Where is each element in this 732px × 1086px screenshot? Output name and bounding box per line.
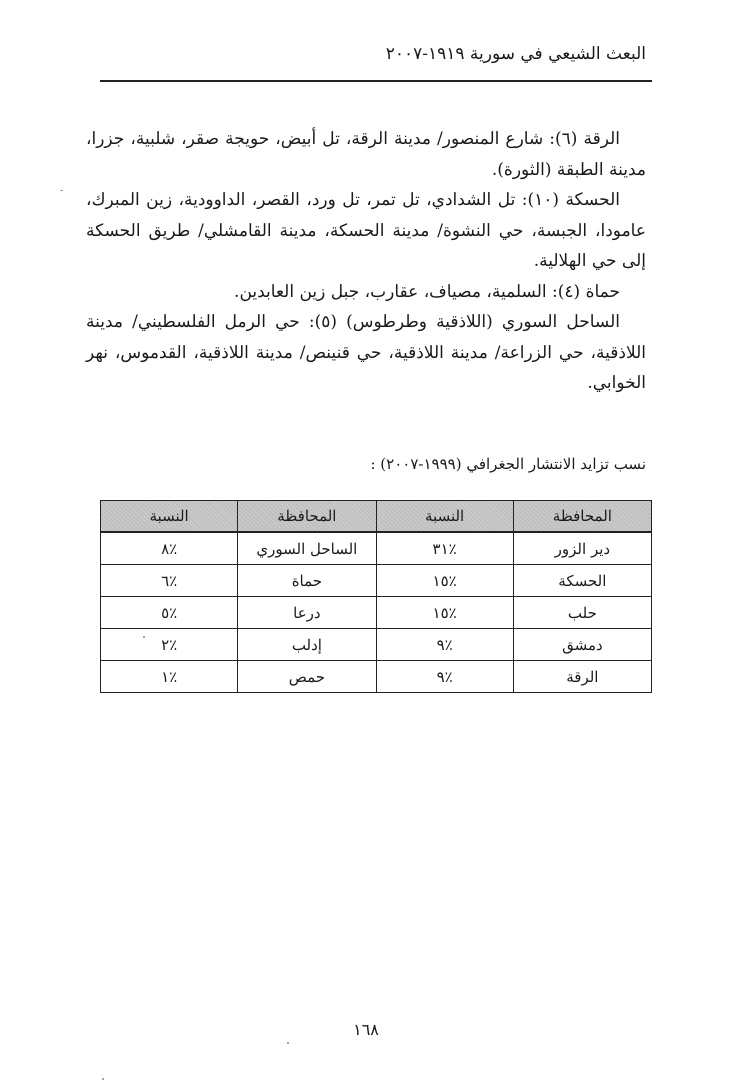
paragraph-hasakah: الحسكة (١٠): تل الشدادي، تل تمر، تل ورد، القصر، الداوودية، زين المبرك، عامودا، الجبسة، حي النشوة/ مدينة الحسكة، مدينة القامشلي/ طريق الحسكة إلى حي الهلالية. (86, 190, 646, 271)
percentage-cell: ٪٢ (101, 629, 238, 661)
governorate-cell: حماة (238, 565, 376, 597)
header-governorate: المحافظة (238, 501, 376, 533)
governorate-cell: حلب (513, 597, 651, 629)
paragraph-hama: حماة (٤): السلمية، مصياف، عقارب، جبل زين العابدين. (234, 281, 620, 302)
table-row (101, 565, 652, 597)
running-head: البعث الشيعي في سورية ١٩١٩-٢٠٠٧ (385, 44, 646, 64)
table-intro: نسب تزايد الانتشار الجغرافي (١٩٩٩-٢٠٠٧) : (370, 455, 646, 473)
header-rule (100, 80, 652, 82)
percentage-cell: ٪١٥ (376, 597, 513, 629)
table-row (101, 597, 652, 629)
table-row (101, 532, 652, 565)
governorate-cell: درعا (238, 597, 376, 629)
scan-speck (102, 1078, 104, 1080)
spread-percentage-table (100, 500, 652, 693)
governorate-cell: الرقة (513, 661, 651, 693)
percentage-cell: ٪١٥ (376, 565, 513, 597)
percentage-cell: ٪٨ (101, 532, 238, 565)
table-header-row (101, 501, 652, 533)
percentage-cell: ٪١ (101, 661, 238, 693)
table-row (101, 629, 652, 661)
percentage-cell: ٪٩ (376, 629, 513, 661)
percentage-cell: ٪٣١ (376, 532, 513, 565)
scan-speck (287, 1042, 289, 1044)
header-percentage: النسبة (376, 501, 513, 533)
percentage-cell: ٪٥ (101, 597, 238, 629)
governorate-cell: حمص (238, 661, 376, 693)
percentage-cell: ٪٩ (376, 661, 513, 693)
percentage-cell: ٪٦ (101, 565, 238, 597)
governorate-cell: الحسكة (513, 565, 651, 597)
header-percentage: النسبة (101, 501, 238, 533)
table-row (101, 661, 652, 693)
governorate-cell: دير الزور (513, 532, 651, 565)
governorate-cell: الساحل السوري (238, 532, 376, 565)
paragraph-coast: الساحل السوري (اللاذقية وطرطوس) (٥): حي الرمل الفلسطيني/ مدينة اللاذقية، حي الزراعة/ مدينة اللاذقية، حي قنينص/ مدينة اللاذقية، القدموس، نهر الخوابي. (86, 312, 646, 393)
governorate-cell: إدلب (238, 629, 376, 661)
scan-speck (60, 190, 63, 191)
governorate-cell: دمشق (513, 629, 651, 661)
header-governorate: المحافظة (513, 501, 651, 533)
page-number: ١٦٨ (353, 1020, 379, 1039)
body-text (86, 124, 646, 399)
paragraph-raqqa: الرقة (٦): شارع المنصور/ مدينة الرقة، تل أبيض، حويجة صقر، شلبية، جزرا، مدينة الطبقة (الثورة). (86, 129, 646, 180)
scan-speck (143, 636, 145, 638)
